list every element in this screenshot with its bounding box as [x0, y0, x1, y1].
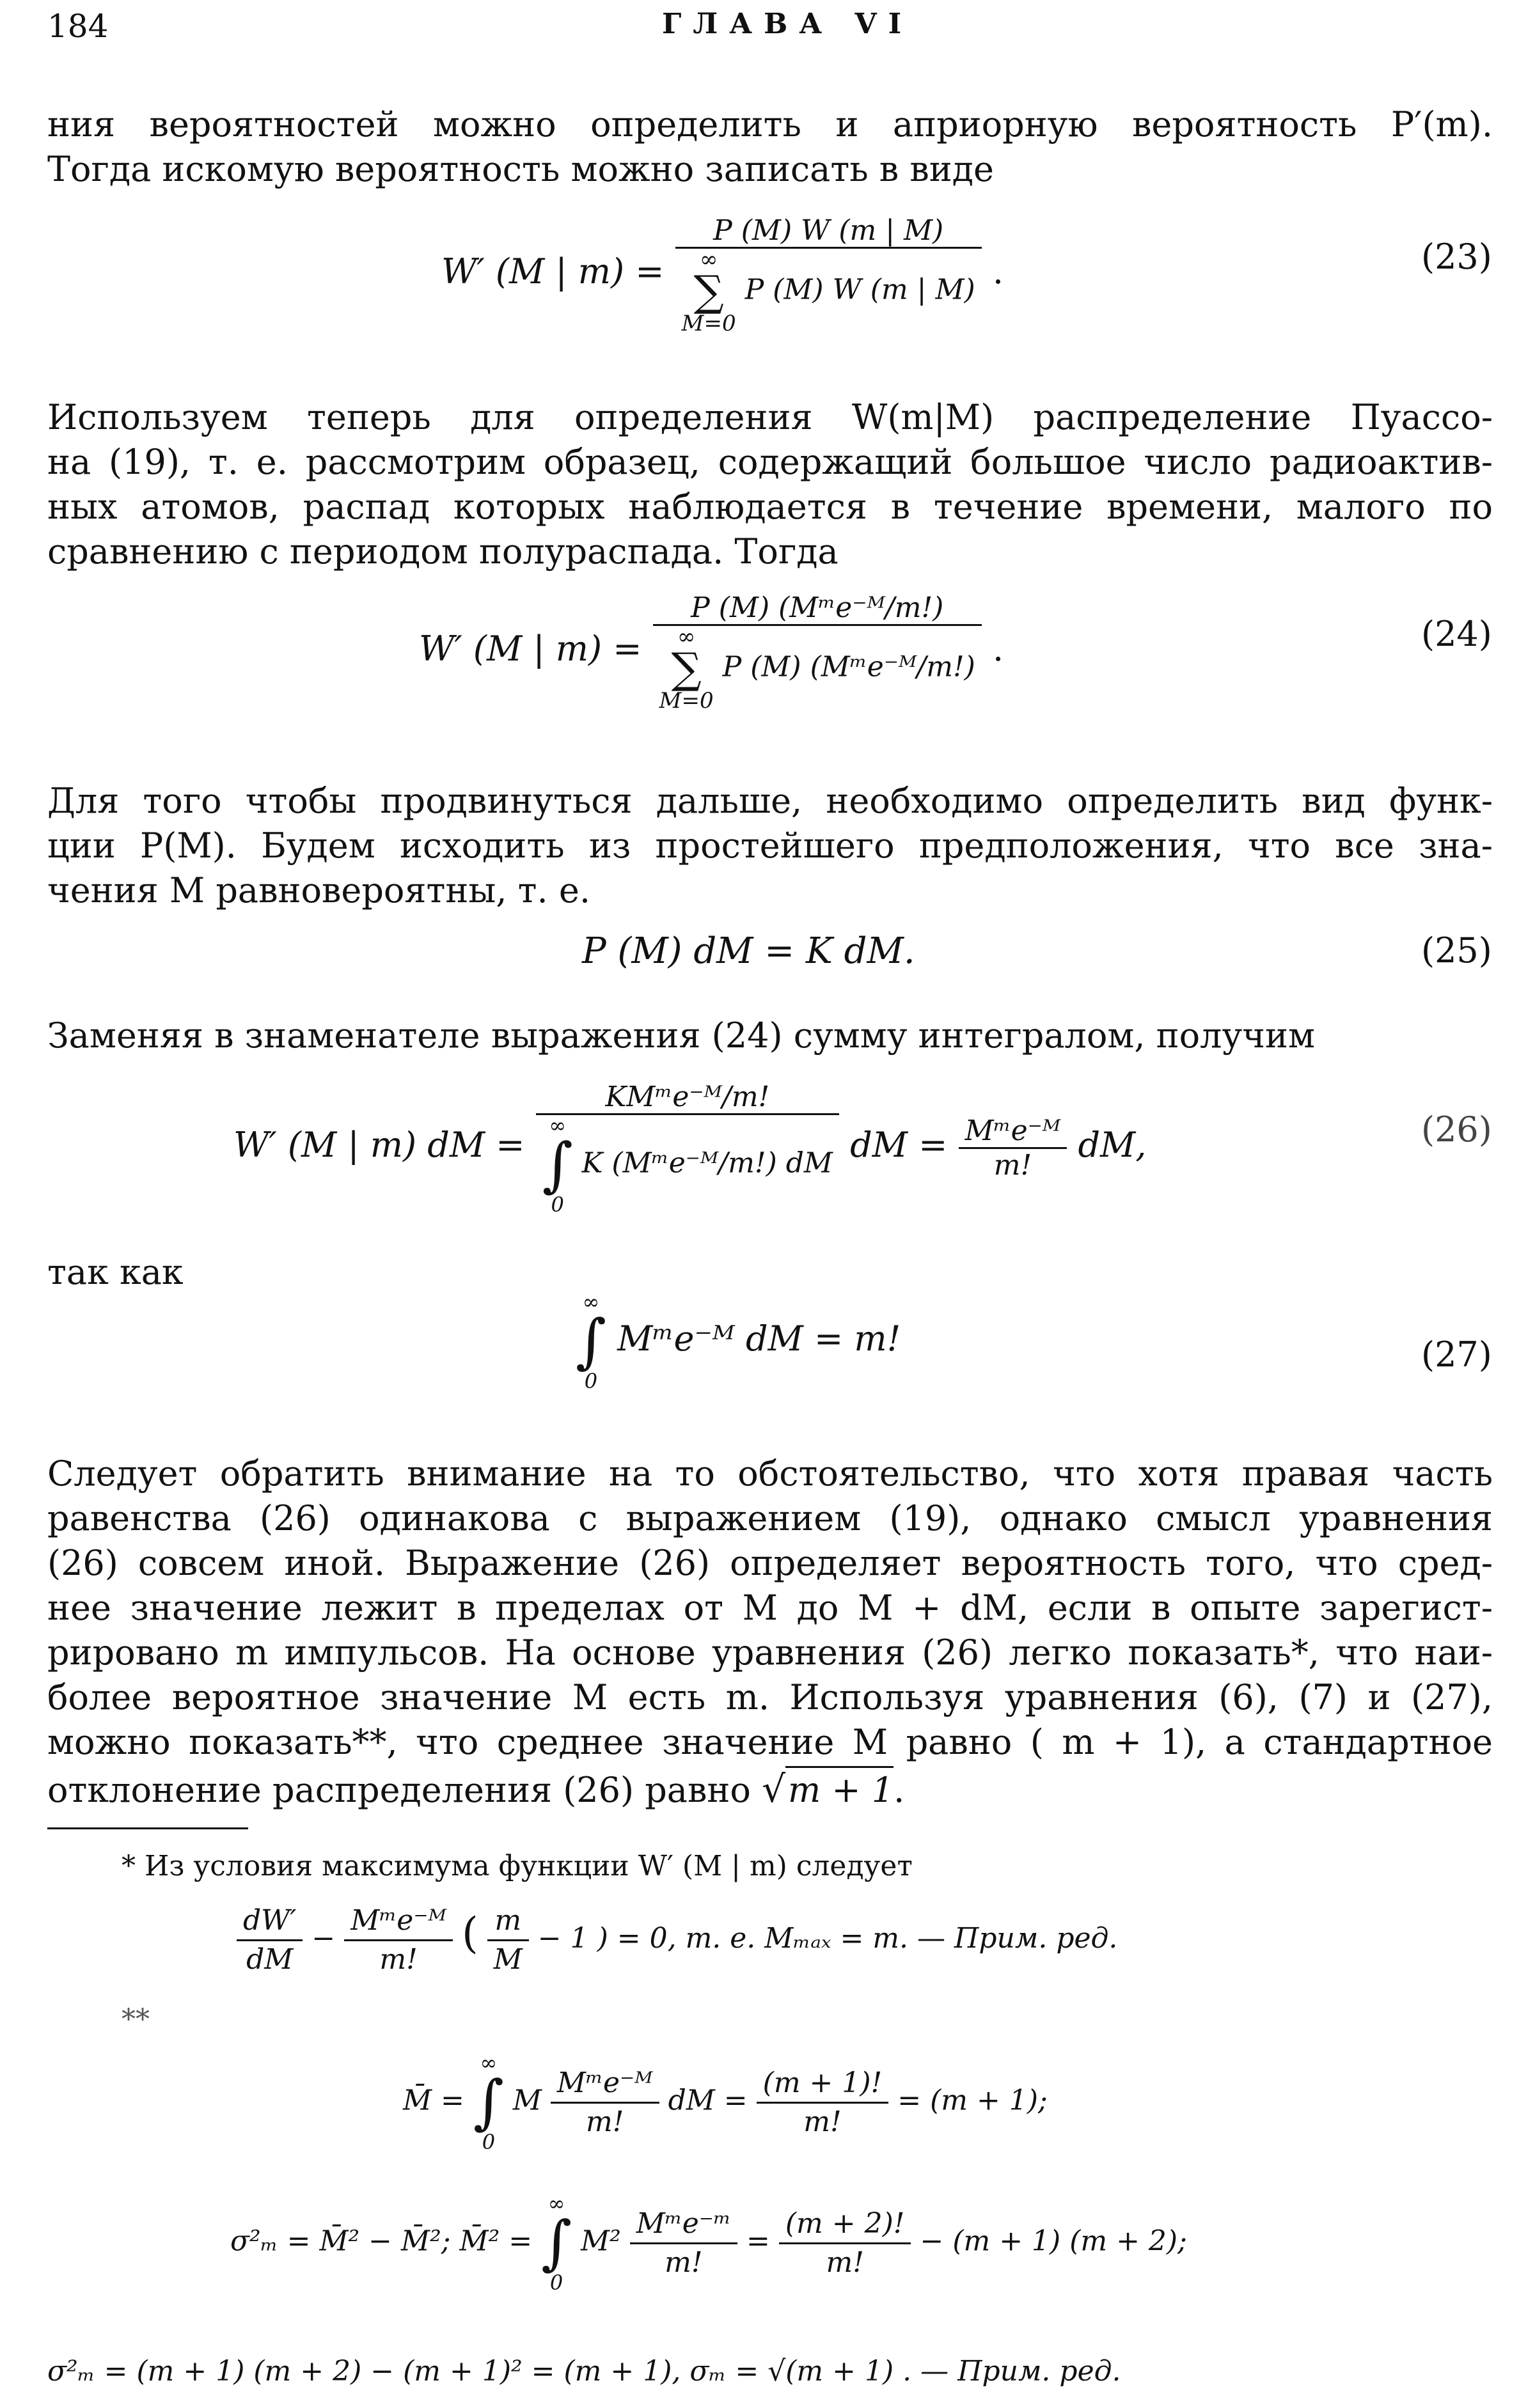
eq24-lhs: W′ (M | m) =: [419, 629, 642, 669]
text-line: рировано m импульсов. На основе уравнения (26) легко показать*, что наи-: [47, 1632, 1493, 1673]
equation-number: (25): [1421, 930, 1492, 971]
eq23-lhs: W′ (M | m) =: [441, 251, 665, 292]
text-line: на (19), т. е. рассмотрим образец, содержащий большое число радиоактив-: [47, 442, 1493, 482]
sum-sign: ∞ ∑ M=0: [659, 624, 714, 714]
text-line: Тогда искомую вероятность можно записать в виде: [47, 149, 994, 189]
footnote-1: * Из условия максимума функции W′ (M | m) следует: [122, 1850, 913, 1882]
equation-26: W′ (M | m) dM = KMᵐe⁻ᴹ/m! ∞ ∫ 0 K (Mᵐe⁻ᴹ/m!) dM dM = $\frac{\text{Mᵐe⁻ᴹ}}{m!}$ dM,: [233, 1081, 1147, 1217]
equation-number: (24): [1421, 614, 1492, 654]
text-line: Для того чтобы продвинуться дальше, необходимо определить вид функ-: [47, 781, 1493, 821]
text-line: отклонение распределения (26) равно √m + 1.: [47, 1766, 1493, 1813]
text-line: Заменяя в знаменателе выражения (24) сумму интегралом, получим: [47, 1015, 1315, 1056]
equation-number: (27): [1421, 1334, 1492, 1375]
sqrt-argument: m + 1: [785, 1766, 893, 1813]
eq24-fraction: [653, 591, 982, 712]
integral-sign: ∞ ∫ 0: [541, 2191, 572, 2295]
text-line: так как: [47, 1252, 184, 1292]
integral-sign: ∞ ∫ 0: [542, 1113, 573, 1217]
text-line: можно показать**, что среднее значение M равно ( m + 1), а стандартное: [47, 1722, 1493, 1762]
equation-24: W′ (M | m) = P (M) (Mᵐe⁻ᴹ/m!) ∞ ∑ M=0 P (M) (Mᵐe⁻ᴹ/m!) .: [419, 591, 1004, 714]
equation-number: (23): [1421, 237, 1492, 277]
footnote-1-equation: $\frac{dW'}{dM}$ − $\frac{\text{Mᵐe⁻ᴹ}}{m!}$ ( $\frac{m}{M}$ − 1 ) = 0, т. е. Mₘₐₓ = m. — Прим. ред.: [237, 1902, 1117, 1978]
text-line: (26) совсем иной. Выражение (26) определяет вероятность того, что сред-: [47, 1543, 1493, 1583]
footnote-2-equation-3: σ²ₘ = (m + 1) (m + 2) − (m + 1)² = (m + 1), σₘ = √(m + 1) . — Прим. ред.: [47, 2355, 1121, 2388]
eq24-denominator: ∞ ∑ M=0 P (M) (Mᵐe⁻ᴹ/m!): [659, 624, 975, 714]
integral-sign: ∞ ∫ 0: [473, 2051, 504, 2154]
equation-number: (26): [1421, 1109, 1492, 1150]
text-line: чения M равновероятны, т. е.: [47, 870, 590, 911]
text-line: Используем теперь для определения W(m|M) распределение Пуассо-: [47, 397, 1493, 437]
equation-27: ∞ ∫ 0 Mᵐe⁻ᴹ dM = m!: [576, 1290, 901, 1393]
eq26-lhs: W′ (M | m) dM =: [233, 1125, 525, 1165]
text-line: ных атомов, распад которых наблюдается в течение времени, малого по: [47, 487, 1493, 527]
text-line: сравнению с периодом полураспада. Тогда: [47, 531, 838, 572]
text-line: равенства (26) одинакова с выражением (19), однако смысл уравнения: [47, 1498, 1493, 1538]
eq26-fraction: [536, 1081, 839, 1215]
eq26-fraction-2: $\frac{\text{Mᵐe⁻ᴹ}}{m!}$: [959, 1114, 1067, 1182]
integral-sign: ∞ ∫ 0: [576, 1290, 606, 1393]
eq23-numerator: P (M) W (m | M): [675, 214, 982, 249]
eq26-numerator: KMᵐe⁻ᴹ/m!: [536, 1081, 839, 1115]
eq23-denominator: ∞ ∑ M=0 P (M) W (m | M): [681, 247, 975, 336]
footnote-rule: [47, 1827, 248, 1829]
sum-sign: ∞ ∑ M=0: [681, 247, 736, 336]
text-line: более вероятное значение M есть m. Используя уравнения (6), (7) и (27),: [47, 1677, 1493, 1717]
page-number: 184: [47, 8, 109, 45]
equation-23: W′ (M | m) = P (M) W (m | M) ∞ ∑ M=0 P (M) W (m | M) .: [441, 214, 1004, 336]
footnote-2-equation-1: M̄ = ∞ ∫ 0 M $\frac{\text{Mᵐe⁻ᴹ}}{m!}$ dM = $\frac{(m + 1)!}{m!}$ = (m + 1);: [403, 2051, 1048, 2154]
eq26-denominator: ∞ ∫ 0 K (Mᵐe⁻ᴹ/m!) dM: [542, 1113, 833, 1217]
text-line: ния вероятностей можно определить и априорную вероятность P′(m).: [47, 104, 1493, 145]
footnote-2-equation-2: σ²ₘ = M̄² − M̄²; M̄² = ∞ ∫ 0 M² $\frac{\text{Mᵐe⁻ᵐ}}{m!}$ = $\frac{(m + 2)!}{m!}$ − (m + 1) (m + 2);: [230, 2191, 1187, 2295]
text-line: нее значение лежит в пределах от M до M + dM, если в опыте зарегист-: [47, 1588, 1493, 1628]
eq24-numerator: P (M) (Mᵐe⁻ᴹ/m!): [653, 591, 982, 626]
equation-25: P (M) dM = K dM.: [582, 930, 915, 972]
text-line: Следует обратить внимание на то обстоятельство, что хотя правая часть: [47, 1453, 1493, 1494]
footnote-2-marker: **: [122, 2003, 150, 2036]
text-line: ции P(M). Будем исходить из простейшего предположения, что все зна-: [47, 825, 1493, 866]
eq23-fraction: [675, 214, 982, 334]
chapter-title: ГЛАВА VI: [662, 8, 913, 40]
